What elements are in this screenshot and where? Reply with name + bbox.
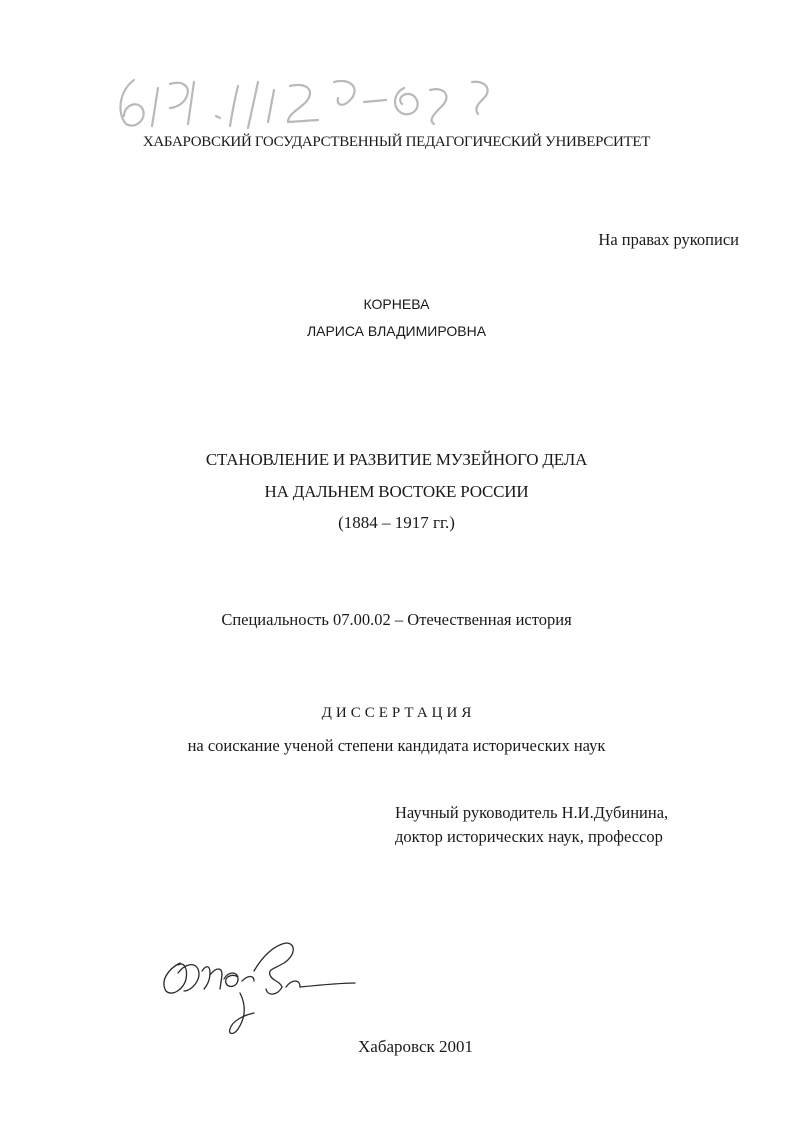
author-given-names: ЛАРИСА ВЛАДИМИРОВНА [306,323,487,339]
university-name: ХАБАРОВСКИЙ ГОСУДАРСТВЕННЫЙ ПЕДАГОГИЧЕСКИЙ УНИВЕРСИТЕТ [142,134,651,150]
author-signature [150,935,365,1040]
supervisor-name: Научный руководитель Н.И.Дубинина, [395,803,669,822]
rights-note: На правах рукописи [598,230,739,249]
supervisor-credentials: доктор исторических наук, профессор [395,827,663,846]
dissertation-title-line-1: СТАНОВЛЕНИЕ И РАЗВИТИЕ МУЗЕЙНОГО ДЕЛА [205,450,588,469]
document-type: ДИССЕРТАЦИЯ [321,705,476,721]
dissertation-years: (1884 – 1917 гг.) [338,513,455,532]
supervisor-block [395,801,668,849]
city-and-year: Хабаровск 2001 [358,1037,473,1056]
degree-statement: на соискание ученой степени кандидата исторических наук [187,736,606,755]
specialty: Специальность 07.00.02 – Отечественная история [221,610,572,629]
handwritten-catalog-number [112,68,532,134]
author-surname: КОРНЕВА [363,296,430,312]
dissertation-title-line-2: НА ДАЛЬНЕМ ВОСТОКЕ РОССИИ [264,482,529,501]
